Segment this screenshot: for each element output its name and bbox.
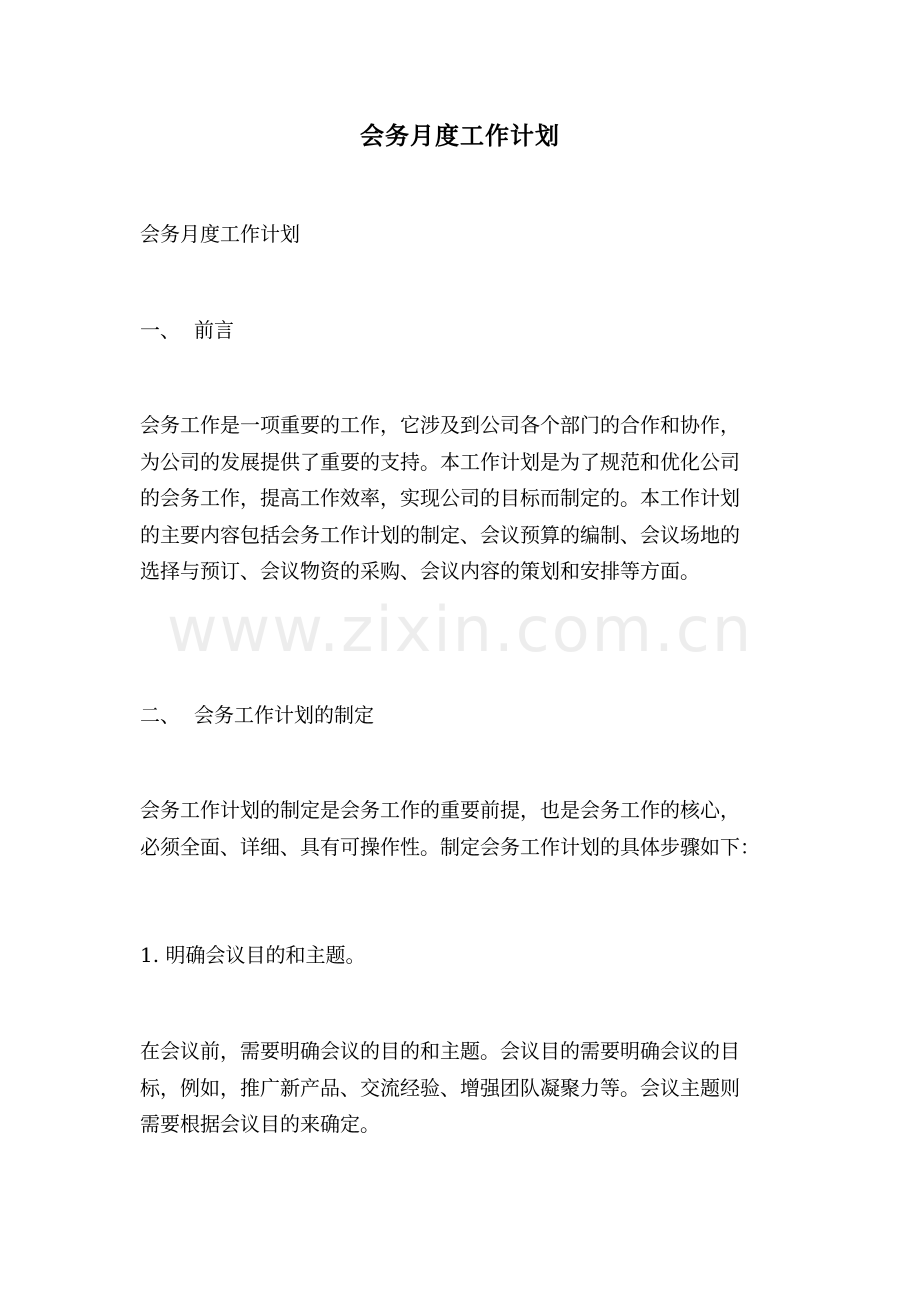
step-heading-1: 1. 明确会议目的和主题。: [140, 943, 366, 967]
paragraph-planning: [140, 792, 800, 865]
paragraph-line: 标，例如，推广新产品、交流经验、增强团队凝聚力等。会议主题则: [140, 1075, 740, 1100]
paragraph-line: 的会务工作，提高工作效率，实现公司的目标而制定的。本工作计划: [140, 486, 740, 510]
paragraph-line: 为公司的发展提供了重要的支持。本工作计划是为了规范和优化公司: [140, 449, 740, 474]
paragraph-intro: [140, 407, 800, 590]
section-number-2: 二、: [140, 703, 180, 727]
section-number-1: 一、: [140, 318, 180, 342]
paragraph-line: 选择与预订、会议物资的采购、会议内容的策划和安排等方面。: [140, 559, 700, 583]
section-title-2: 会务工作计划的制定: [194, 703, 374, 727]
paragraph-step-1: [140, 1033, 800, 1143]
paragraph-line: 需要根据会议目的来确定。: [140, 1112, 380, 1136]
section-title-1: 前言: [194, 318, 234, 342]
document-subtitle: 会务月度工作计划: [140, 222, 300, 246]
section-heading-2: [140, 697, 800, 733]
paragraph-line: 的主要内容包括会务工作计划的制定、会议预算的编制、会议场地的: [140, 522, 740, 547]
paragraph-line: 必须全面、详细、具有可操作性。制定会务工作计划的具体步骤如下：: [140, 834, 760, 859]
section-heading-1: [140, 312, 800, 348]
paragraph-line: 会务工作是一项重要的工作，它涉及到公司各个部门的合作和协作，: [140, 413, 740, 437]
paragraph-line: 在会议前，需要明确会议的目的和主题。会议目的需要明确会议的目: [140, 1039, 740, 1063]
document-title: 会务月度工作计划: [360, 121, 560, 150]
watermark: www.zixin.com.cn: [166, 593, 754, 666]
paragraph-line: 会务工作计划的制定是会务工作的重要前提，也是会务工作的核心，: [140, 798, 740, 822]
